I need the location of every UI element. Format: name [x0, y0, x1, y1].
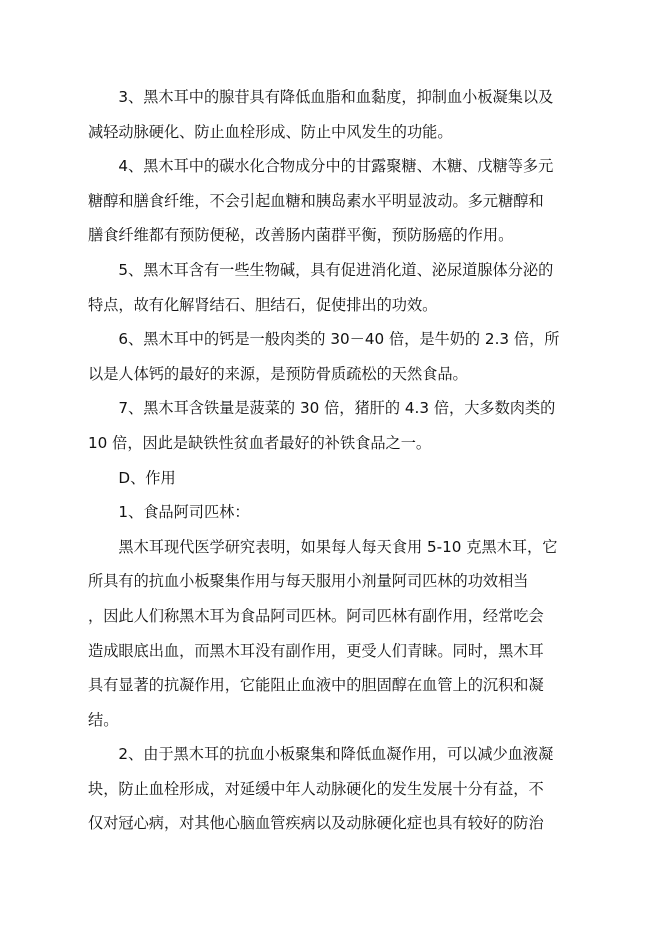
- paragraph-3: [88, 80, 570, 149]
- text-line: 4、黑木耳中的碳水化合物成分中的甘露聚糖、木糖、戊糖等多元: [118, 157, 554, 176]
- paragraph-5: [88, 253, 570, 322]
- text-line: 3、黑木耳中的腺苷具有降低血脂和血黏度，抑制血小板凝集以及: [118, 88, 554, 106]
- text-line: 黑木耳现代医学研究表明，如果每人每天食用 5-10 克黑木耳，它: [118, 537, 558, 556]
- text-line: 减轻动脉硬化、防止血栓形成、防止中风发生的功能。: [88, 122, 453, 141]
- text-line: 特点，故有化解肾结石、胆结石，促使排出的功效。: [88, 295, 438, 314]
- paragraph-4: [88, 149, 570, 253]
- text-line: 仅对冠心病，对其他心脑血管疾病以及动脉硬化症也具有较好的防治: [88, 814, 544, 833]
- text-line: 膳食纤维都有预防便秘，改善肠内菌群平衡，预防肠癌的作用。: [88, 226, 514, 245]
- text-line: 糖醇和膳食纤维，不会引起血糖和胰岛素水平明显波动。多元糖醇和: [88, 191, 544, 210]
- paragraph-7: [88, 391, 570, 460]
- paragraph-food-aspirin: [88, 530, 570, 738]
- text-line: 2、由于黑木耳的抗血小板聚集和降低血凝作用，可以减少血液凝: [118, 745, 554, 764]
- document-body: [88, 80, 570, 841]
- section-heading-d: [88, 461, 570, 496]
- paragraph-6: [88, 322, 570, 391]
- text-line: 5、黑木耳含有一些生物碱，具有促进消化道、泌尿道腺体分泌的: [118, 260, 554, 279]
- subheading-food-aspirin: [88, 495, 570, 530]
- text-line: 10 倍，因此是缺铁性贫血者最好的补铁食品之一。: [88, 433, 432, 452]
- text-line: 以是人体钙的最好的来源，是预防骨质疏松的天然食品。: [88, 364, 468, 383]
- text-line: 造成眼底出血，而黑木耳没有副作用，更受人们青睐。同时，黑木耳: [88, 641, 544, 660]
- text-line: ，因此人们称黑木耳为食品阿司匹林。阿司匹林有副作用，经常吃会: [88, 606, 544, 625]
- text-line: 6、黑木耳中的钙是一般肉类的 30－40 倍，是牛奶的 2.3 倍，所: [118, 330, 560, 349]
- text-line: 7、黑木耳含铁量是菠菜的 30 倍，猪肝的 4.3 倍，大多数肉类的: [118, 399, 556, 418]
- text-line: 1、食品阿司匹林：: [118, 503, 250, 522]
- paragraph-d2: [88, 737, 570, 841]
- text-line: 结。: [88, 710, 119, 729]
- text-line: D、作用: [118, 468, 176, 487]
- text-line: 块，防止血栓形成，对延缓中年人动脉硬化的发生发展十分有益，不: [88, 779, 544, 798]
- text-line: 具有显著的抗凝作用，它能阻止血液中的胆固醇在血管上的沉积和凝: [88, 676, 544, 695]
- text-line: 所具有的抗血小板聚集作用与每天服用小剂量阿司匹林的功效相当: [88, 572, 529, 591]
